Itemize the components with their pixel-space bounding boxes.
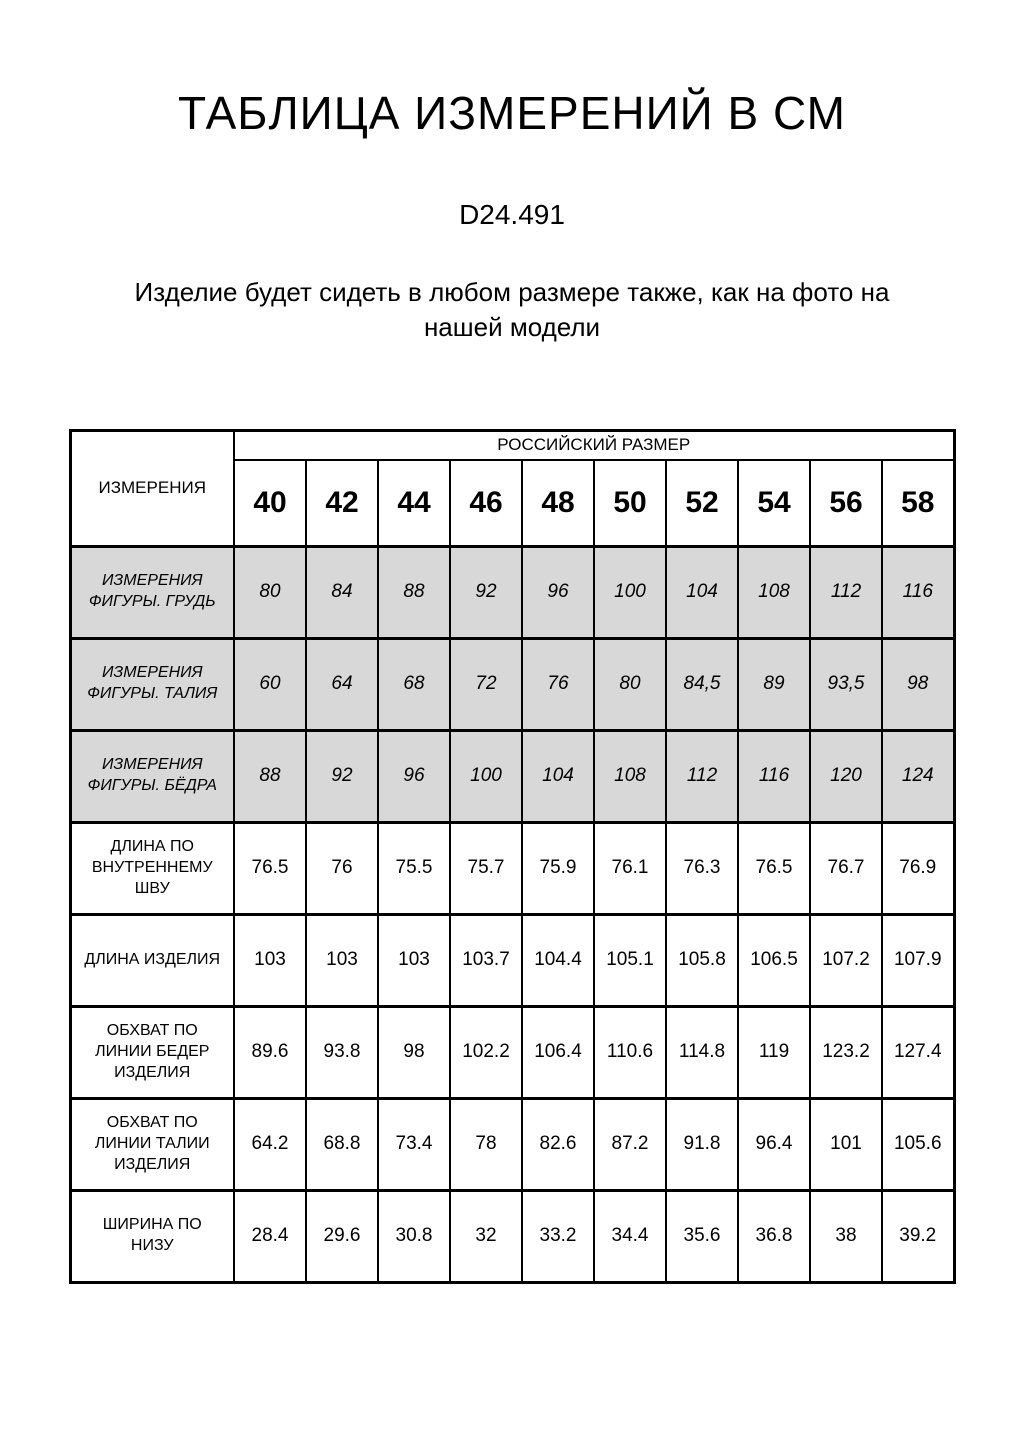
size-column-header: 42 [306,460,378,547]
row-label: ИЗМЕРЕНИЯ ФИГУРЫ. БЁДРА [70,730,234,822]
value-cell: 127.4 [882,1006,954,1098]
value-cell: 116 [738,730,810,822]
fit-note [92,275,932,345]
value-cell: 104 [666,546,738,638]
value-cell: 105.8 [666,914,738,1006]
value-cell: 38 [810,1190,882,1282]
table-row [70,546,954,638]
value-cell: 102.2 [450,1006,522,1098]
value-cell: 108 [594,730,666,822]
value-cell: 88 [234,730,306,822]
value-cell: 84,5 [666,638,738,730]
value-cell: 96.4 [738,1098,810,1190]
value-cell: 104.4 [522,914,594,1006]
value-cell: 107.2 [810,914,882,1006]
value-cell: 103 [378,914,450,1006]
value-cell: 68 [378,638,450,730]
value-cell: 30.8 [378,1190,450,1282]
size-column-header: 46 [450,460,522,547]
page-title: ТАБЛИЦА ИЗМЕРЕНИЙ В СМ [178,87,846,139]
value-cell: 92 [306,730,378,822]
size-column-header: 56 [810,460,882,547]
value-cell: 78 [450,1098,522,1190]
value-cell: 82.6 [522,1098,594,1190]
value-cell: 104 [522,730,594,822]
row-label: ИЗМЕРЕНИЯ ФИГУРЫ. ТАЛИЯ [70,638,234,730]
value-cell: 76.5 [738,822,810,914]
row-label: ОБХВАТ ПО ЛИНИИ ТАЛИИ ИЗДЕЛИЯ [70,1098,234,1190]
size-column-header: 48 [522,460,594,547]
size-column-header: 40 [234,460,306,547]
measurements-table [69,429,956,1284]
value-cell: 98 [378,1006,450,1098]
value-cell: 64.2 [234,1098,306,1190]
value-cell: 101 [810,1098,882,1190]
size-column-header: 54 [738,460,810,547]
fit-note-line-2: нашей модели [423,311,601,342]
value-cell: 64 [306,638,378,730]
size-column-header: 50 [594,460,666,547]
value-cell: 92 [450,546,522,638]
fit-note-line-1: Изделие будет сидеть в любом размере также, как на фото на [134,276,890,307]
value-cell: 93,5 [810,638,882,730]
value-cell: 124 [882,730,954,822]
value-cell: 73.4 [378,1098,450,1190]
value-cell: 76.1 [594,822,666,914]
table-row [70,1190,954,1282]
table-row [70,914,954,1006]
value-cell: 96 [378,730,450,822]
value-cell: 98 [882,638,954,730]
value-cell: 39.2 [882,1190,954,1282]
table-row [70,730,954,822]
measurements-column-header: ИЗМЕРЕНИЯ [70,430,234,546]
value-cell: 100 [450,730,522,822]
value-cell: 116 [882,546,954,638]
value-cell: 60 [234,638,306,730]
value-cell: 33.2 [522,1190,594,1282]
value-cell: 34.4 [594,1190,666,1282]
value-cell: 75.5 [378,822,450,914]
table-row [70,1098,954,1190]
value-cell: 76 [522,638,594,730]
value-cell: 32 [450,1190,522,1282]
value-cell: 87.2 [594,1098,666,1190]
value-cell: 110.6 [594,1006,666,1098]
value-cell: 89 [738,638,810,730]
value-cell: 93.8 [306,1006,378,1098]
row-label: ДЛИНА ПО ВНУТРЕННЕМУ ШВУ [70,822,234,914]
value-cell: 108 [738,546,810,638]
row-label: ШИРИНА ПО НИЗУ [70,1190,234,1282]
row-label: ДЛИНА ИЗДЕЛИЯ [70,914,234,1006]
value-cell: 96 [522,546,594,638]
table-header-row [70,430,954,460]
size-column-header: 58 [882,460,954,547]
value-cell: 107.9 [882,914,954,1006]
model-code: D24.491 [459,198,565,230]
value-cell: 103.7 [450,914,522,1006]
value-cell: 114.8 [666,1006,738,1098]
value-cell: 36.8 [738,1190,810,1282]
value-cell: 29.6 [306,1190,378,1282]
value-cell: 76.7 [810,822,882,914]
table-row [70,822,954,914]
value-cell: 75.7 [450,822,522,914]
value-cell: 88 [378,546,450,638]
value-cell: 76.9 [882,822,954,914]
row-label: ОБХВАТ ПО ЛИНИИ БЕДЕР ИЗДЕЛИЯ [70,1006,234,1098]
value-cell: 106.4 [522,1006,594,1098]
value-cell: 105.6 [882,1098,954,1190]
size-column-header: 52 [666,460,738,547]
size-column-header: 44 [378,460,450,547]
value-cell: 103 [306,914,378,1006]
value-cell: 89.6 [234,1006,306,1098]
value-cell: 80 [234,546,306,638]
row-label: ИЗМЕРЕНИЯ ФИГУРЫ. ГРУДЬ [70,546,234,638]
value-cell: 112 [666,730,738,822]
value-cell: 120 [810,730,882,822]
table-row [70,638,954,730]
value-cell: 123.2 [810,1006,882,1098]
value-cell: 28.4 [234,1190,306,1282]
value-cell: 91.8 [666,1098,738,1190]
russian-size-group-header: РОССИЙСКИЙ РАЗМЕР [234,430,954,460]
value-cell: 75.9 [522,822,594,914]
value-cell: 76.3 [666,822,738,914]
value-cell: 106.5 [738,914,810,1006]
value-cell: 80 [594,638,666,730]
value-cell: 68.8 [306,1098,378,1190]
value-cell: 119 [738,1006,810,1098]
value-cell: 105.1 [594,914,666,1006]
value-cell: 84 [306,546,378,638]
value-cell: 35.6 [666,1190,738,1282]
value-cell: 112 [810,546,882,638]
value-cell: 76.5 [234,822,306,914]
value-cell: 103 [234,914,306,1006]
value-cell: 72 [450,638,522,730]
table-row [70,1006,954,1098]
value-cell: 76 [306,822,378,914]
value-cell: 100 [594,546,666,638]
